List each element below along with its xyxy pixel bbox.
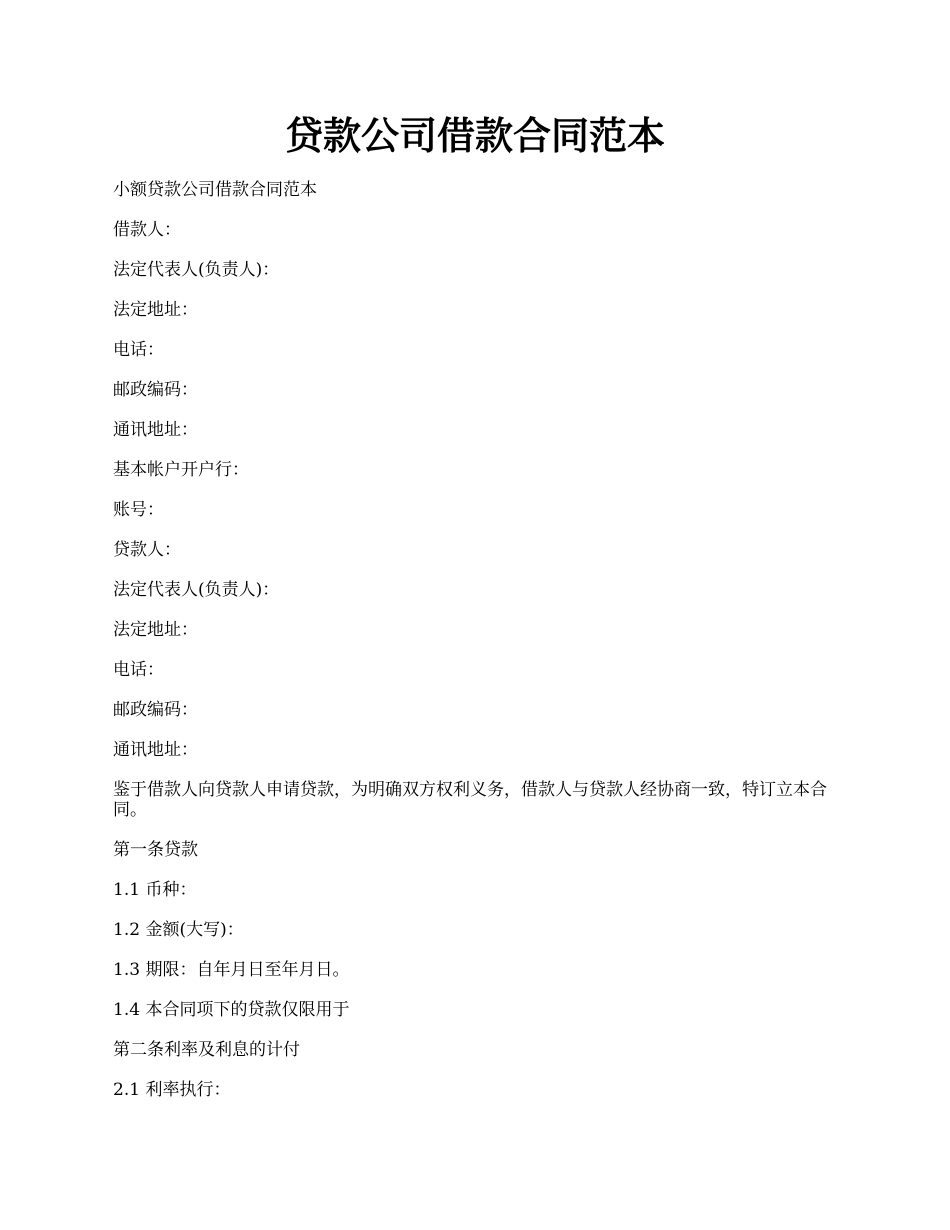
lender-legal-rep-label: 法定代表人(负责人)： [113, 580, 280, 600]
clause-1-3: 1.3 期限：自年月日至年月日。 [113, 960, 350, 980]
clause-1-4: 1.4 本合同项下的贷款仅限用于 [113, 1000, 350, 1020]
clause-2-1: 2.1 利率执行： [113, 1080, 231, 1100]
borrower-account-label: 账号： [113, 500, 164, 520]
lender-label: 贷款人： [113, 540, 181, 560]
lender-phone-label: 电话： [113, 660, 164, 680]
article-1-heading: 第一条贷款 [113, 840, 198, 860]
lender-postcode-label: 邮政编码： [113, 700, 198, 720]
lender-mailing-address-label: 通讯地址： [113, 740, 198, 760]
article-2-heading: 第二条利率及利息的计付 [113, 1040, 300, 1060]
subtitle-paragraph: 小额贷款公司借款合同范本 [113, 180, 317, 200]
document-title: 贷款公司借款合同范本 [284, 113, 665, 158]
borrower-label: 借款人： [113, 220, 181, 240]
borrower-legal-address-label: 法定地址： [113, 300, 198, 320]
borrower-mailing-address-label: 通讯地址： [113, 420, 198, 440]
document-body [113, 180, 843, 1120]
lender-legal-address-label: 法定地址： [113, 620, 198, 640]
borrower-postcode-label: 邮政编码： [113, 380, 198, 400]
clause-1-1: 1.1 币种： [113, 880, 197, 900]
borrower-legal-rep-label: 法定代表人(负责人)： [113, 260, 280, 280]
preamble-paragraph: 鉴于借款人向贷款人申请贷款，为明确双方权利义务，借款人与贷款人经协商一致，特订立本合同。 [113, 780, 827, 820]
borrower-phone-label: 电话： [113, 340, 164, 360]
borrower-bank-label: 基本帐户开户行： [113, 460, 249, 480]
clause-1-2: 1.2 金额(大写)： [113, 920, 244, 940]
